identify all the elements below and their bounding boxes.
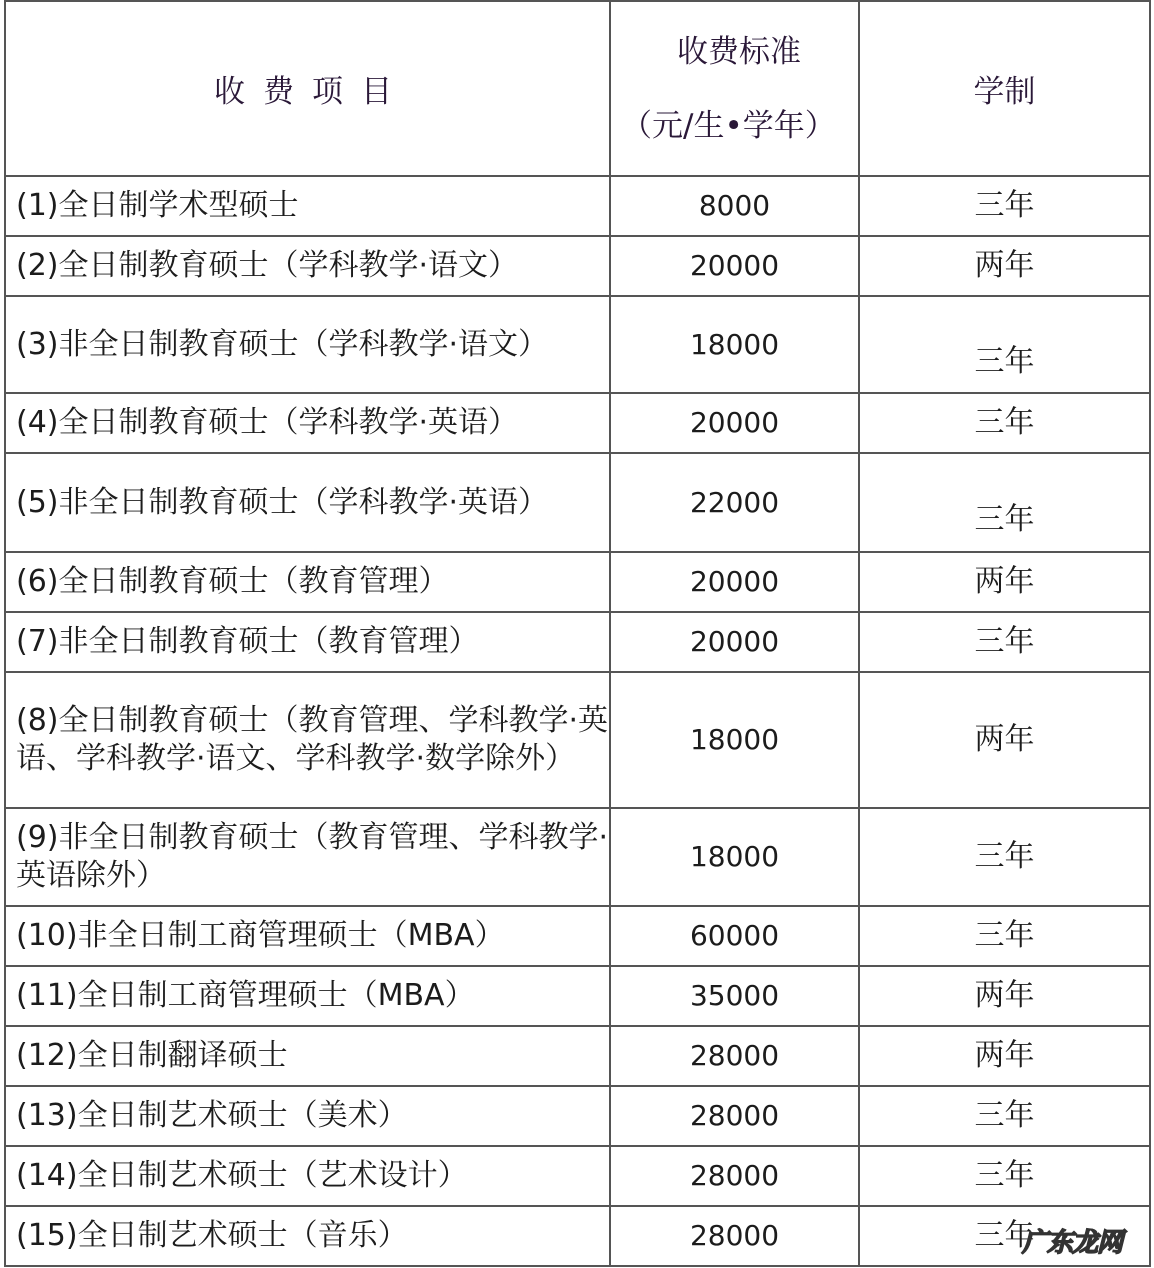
study-duration: 三年 (859, 393, 1150, 453)
fee-item: (5)非全日制教育硕士（学科教学·英语） (5, 453, 610, 552)
fee-item: (12)全日制翻译硕士 (5, 1026, 610, 1086)
study-duration: 两年 (859, 236, 1150, 296)
fee-item: (15)全日制艺术硕士（音乐） (5, 1206, 610, 1266)
fee-item: (14)全日制艺术硕士（艺术设计） (5, 1146, 610, 1206)
study-duration: 三年 (859, 1086, 1150, 1146)
table-row (5, 1026, 1150, 1086)
study-duration: 三年 (859, 808, 1150, 906)
table-row (5, 906, 1150, 966)
study-duration: 三年 (859, 612, 1150, 672)
fee-amount: 35000 (610, 966, 859, 1026)
fee-item: (4)全日制教育硕士（学科教学·英语） (5, 393, 610, 453)
header-fee-unit: （元/生•学年） (621, 107, 836, 144)
table-row (5, 453, 1150, 552)
fee-item: (2)全日制教育硕士（学科教学·语文） (5, 236, 610, 296)
fee-item: (11)全日制工商管理硕士（MBA） (5, 966, 610, 1026)
fee-amount: 20000 (610, 552, 859, 612)
table-row (5, 236, 1150, 296)
header-item: 收费项目 (5, 1, 610, 176)
fee-item: (8)全日制教育硕士（教育管理、学科教学·英语、学科教学·语文、学科教学·数学除外） (5, 672, 610, 808)
study-duration: 三年 (859, 176, 1150, 236)
table-row (5, 296, 1150, 393)
fee-amount: 22000 (610, 453, 859, 552)
fee-amount: 20000 (610, 393, 859, 453)
table-row (5, 176, 1150, 236)
study-duration: 两年 (859, 552, 1150, 612)
table-row (5, 808, 1150, 906)
table-row (5, 1146, 1150, 1206)
study-duration: 三年 (859, 453, 1150, 552)
study-duration: 两年 (859, 1026, 1150, 1086)
fee-amount: 28000 (610, 1086, 859, 1146)
study-duration: 三年 (859, 1146, 1150, 1206)
fee-amount: 60000 (610, 906, 859, 966)
fee-amount: 18000 (610, 296, 859, 393)
fee-item: (1)全日制学术型硕士 (5, 176, 610, 236)
header-duration: 学制 (859, 1, 1150, 176)
study-duration: 两年 (859, 672, 1150, 808)
table-row (5, 1206, 1150, 1266)
fee-table (4, 0, 1151, 1267)
table-row (5, 1086, 1150, 1146)
table-row (5, 966, 1150, 1026)
fee-amount: 28000 (610, 1206, 859, 1266)
fee-amount: 28000 (610, 1146, 859, 1206)
watermark-logo: 广东龙网 (1022, 1228, 1123, 1258)
fee-item: (13)全日制艺术硕士（美术） (5, 1086, 610, 1146)
header-fee (610, 1, 859, 176)
study-duration: 三年 (859, 296, 1150, 393)
fee-item: (9)非全日制教育硕士（教育管理、学科教学·英语除外） (5, 808, 610, 906)
study-duration: 两年 (859, 966, 1150, 1026)
table-row (5, 612, 1150, 672)
table-row (5, 672, 1150, 808)
fee-item: (6)全日制教育硕士（教育管理） (5, 552, 610, 612)
fee-amount: 20000 (610, 612, 859, 672)
fee-item: (3)非全日制教育硕士（学科教学·语文） (5, 296, 610, 393)
study-duration: 三年 (859, 1206, 1150, 1266)
fee-amount: 20000 (610, 236, 859, 296)
fee-amount: 18000 (610, 808, 859, 906)
header-fee-title: 收费标准 (677, 33, 801, 70)
fee-amount: 18000 (610, 672, 859, 808)
fee-amount: 8000 (610, 176, 859, 236)
study-duration: 三年 (859, 906, 1150, 966)
fee-item: (10)非全日制工商管理硕士（MBA） (5, 906, 610, 966)
table-row (5, 552, 1150, 612)
fee-amount: 28000 (610, 1026, 859, 1086)
fee-item: (7)非全日制教育硕士（教育管理） (5, 612, 610, 672)
table-row (5, 393, 1150, 453)
table-header-row (5, 1, 1150, 176)
